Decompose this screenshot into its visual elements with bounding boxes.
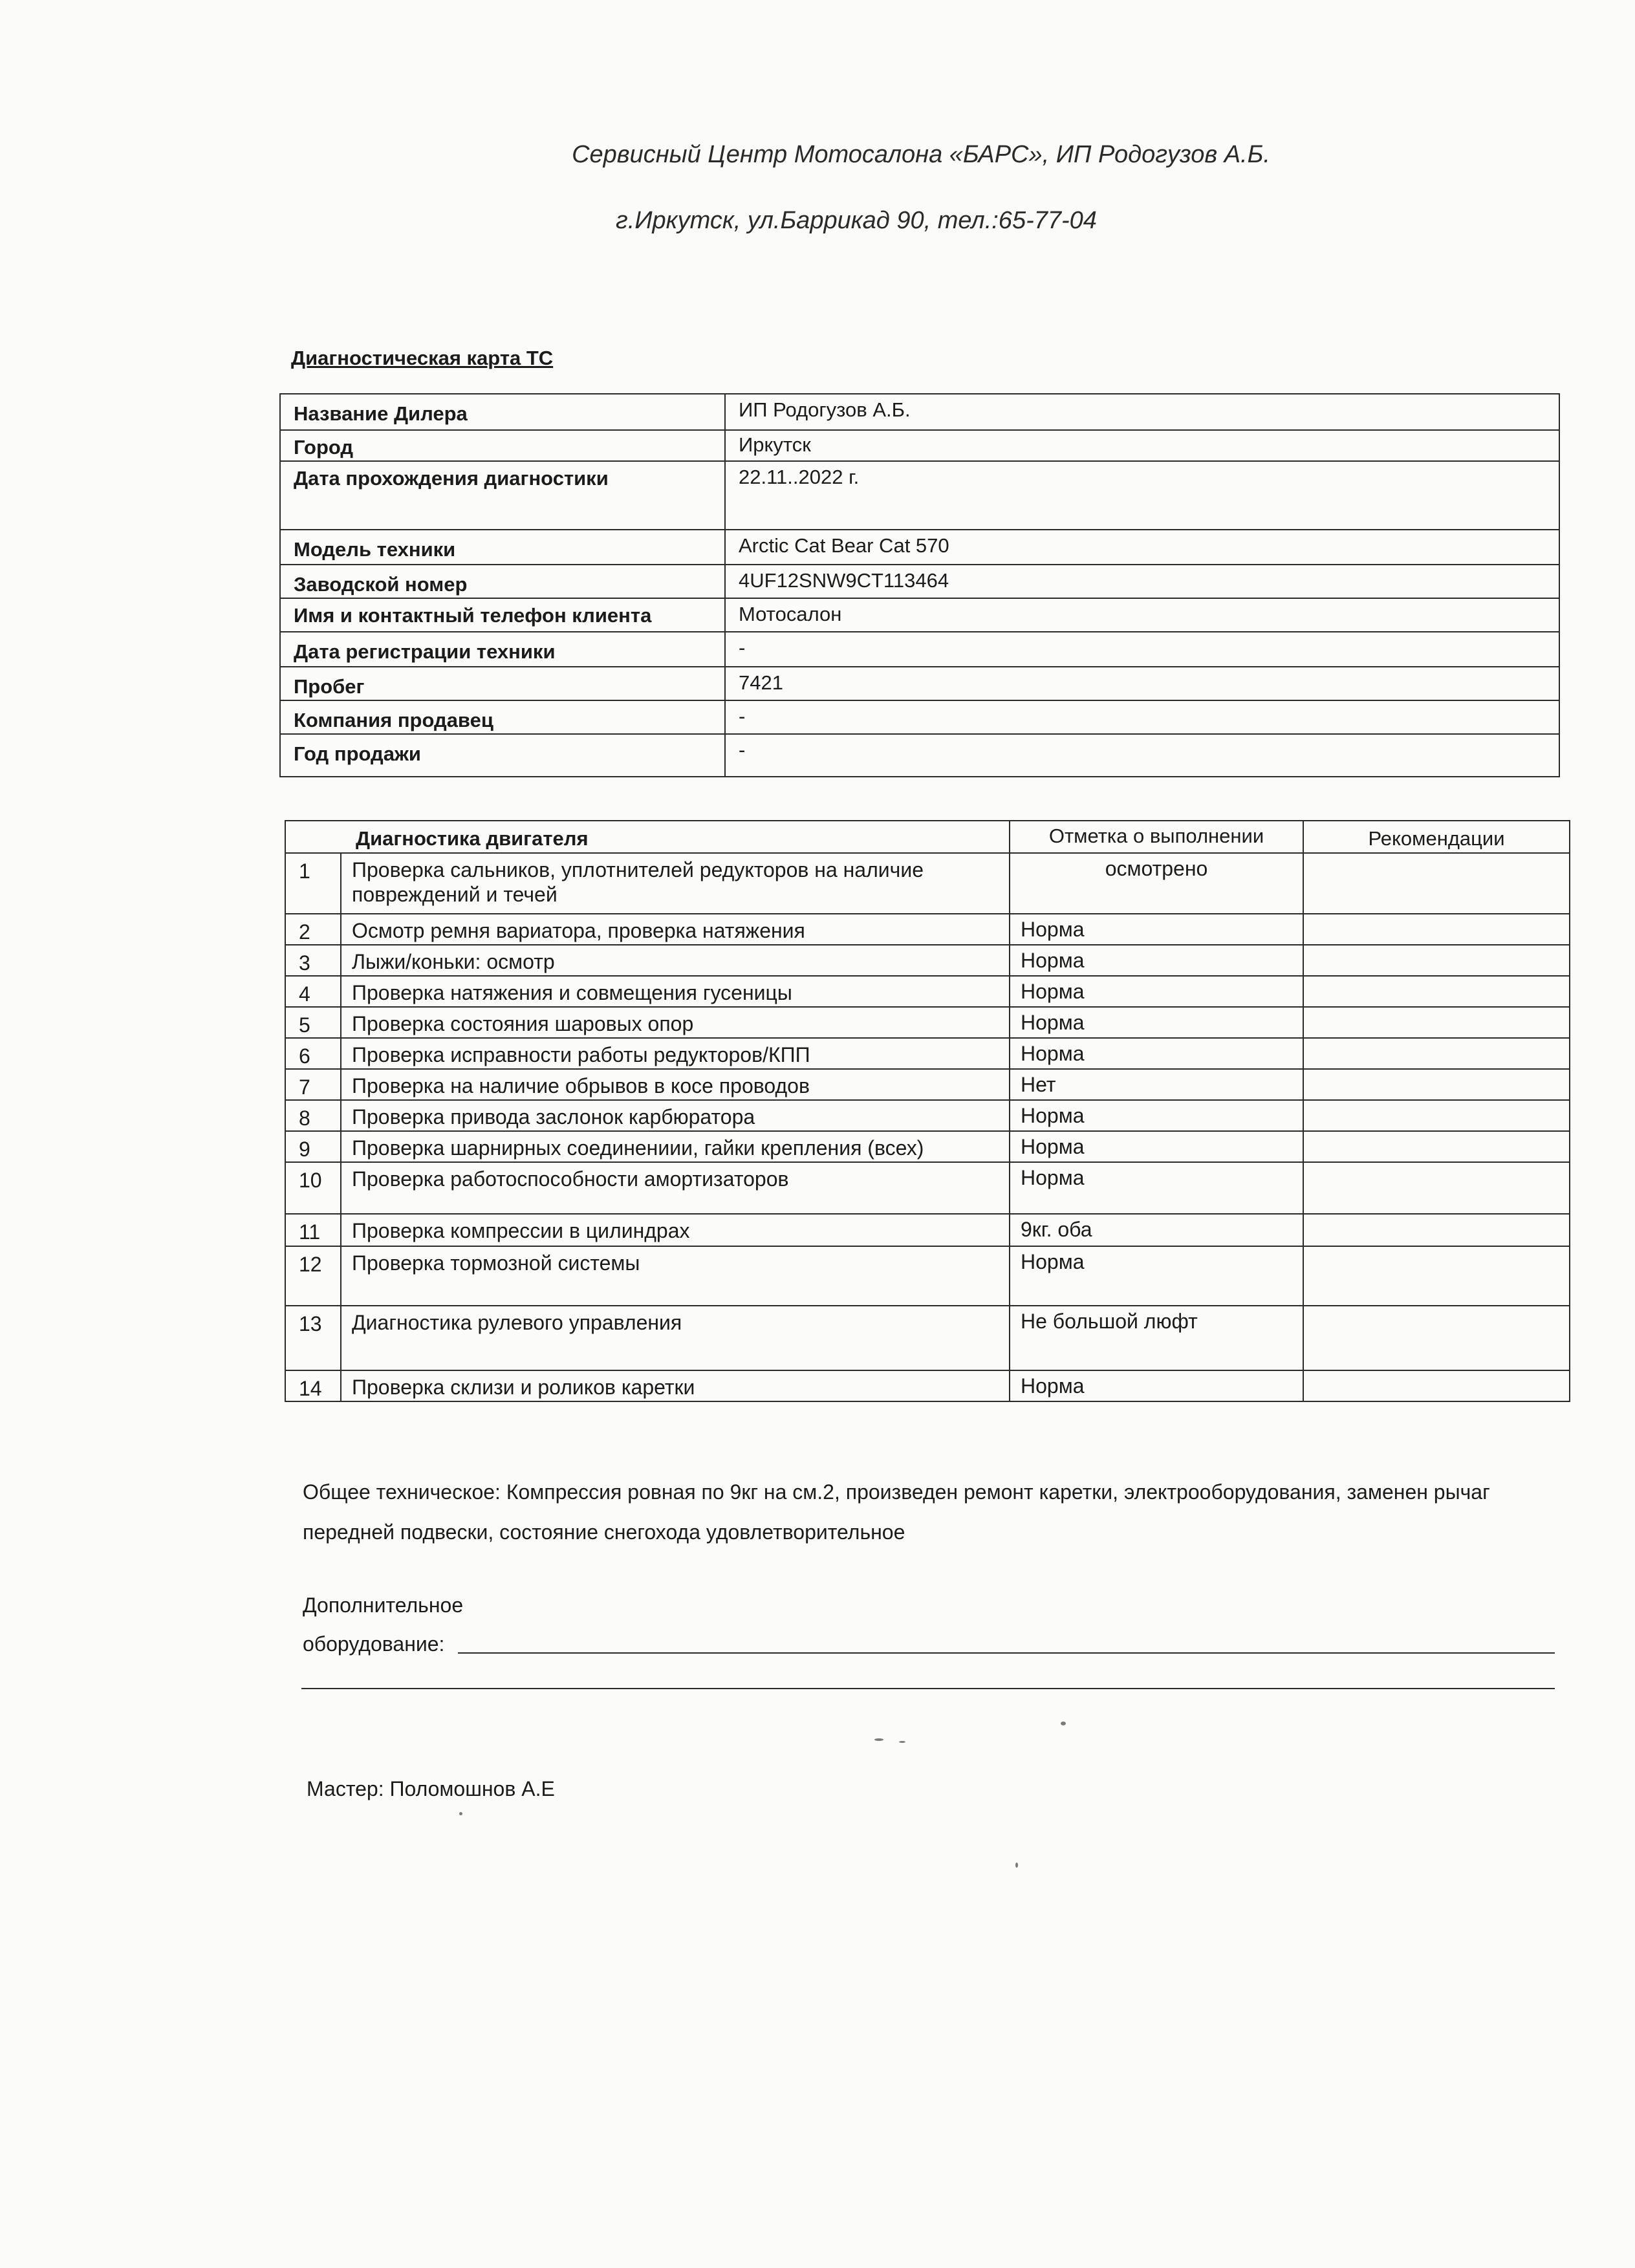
extra-equipment-label (303, 1586, 463, 1663)
info-label: Год продажи (280, 734, 725, 777)
diag-row-recommendation (1303, 976, 1570, 1007)
diag-header-recs: Рекомендации (1303, 821, 1570, 853)
diag-row-number: 1 (285, 853, 341, 914)
diag-row-task: Диагностика рулевого управления (341, 1306, 1010, 1370)
general-technical-summary: Общее техническое: Компрессия ровная по 9кг на см.2, произведен ремонт каретки, электрооборудования, заменен рычаг передней подвески, состояние снегохода удовлетворительное (303, 1480, 1490, 1544)
diag-row-task: Проверка компрессии в цилиндрах (341, 1214, 1010, 1246)
info-row-mileage (280, 667, 1559, 700)
diag-row-task: Осмотр ремня вариатора, проверка натяжения (341, 914, 1010, 945)
info-label: Дата регистрации техники (280, 632, 725, 667)
info-label: Название Дилера (280, 394, 725, 430)
diag-row-status: Нет (1010, 1069, 1303, 1100)
info-value: 4UF12SNW9CT113464 (725, 565, 1559, 598)
scan-speck (899, 1741, 905, 1743)
info-row-reg-date (280, 632, 1559, 667)
diag-row-number: 7 (285, 1069, 341, 1100)
extra-equipment-line-2 (301, 1688, 1555, 1689)
diag-row-status: Норма (1010, 1162, 1303, 1214)
diag-row-status: Норма (1010, 914, 1303, 945)
diag-row-status: Норма (1010, 1246, 1303, 1306)
diag-row-recommendation (1303, 1038, 1570, 1069)
extra-equipment-line-1 (458, 1652, 1555, 1654)
info-label: Дата прохождения диагностики (280, 461, 725, 530)
info-value: - (725, 632, 1559, 667)
info-label: Пробег (280, 667, 725, 700)
diag-row-recommendation (1303, 1306, 1570, 1370)
diag-row-number: 2 (285, 914, 341, 945)
diag-row (285, 1162, 1570, 1214)
diag-row-status: Норма (1010, 945, 1303, 976)
diag-row-task: Проверка работоспособности амортизаторов (341, 1162, 1010, 1214)
diag-row-status: Норма (1010, 1131, 1303, 1162)
diag-row (285, 1246, 1570, 1306)
diag-row (285, 1100, 1570, 1131)
diag-row-recommendation (1303, 1214, 1570, 1246)
diag-row-number: 5 (285, 1007, 341, 1038)
diag-row-number: 6 (285, 1038, 341, 1069)
diag-row (285, 1038, 1570, 1069)
info-value: - (725, 700, 1559, 734)
info-label: Заводской номер (280, 565, 725, 598)
diag-row (285, 976, 1570, 1007)
diag-row-task: Проверка на наличие обрывов в косе проводов (341, 1069, 1010, 1100)
scan-speck (1015, 1863, 1018, 1868)
diag-row-task: Проверка натяжения и совмещения гусеницы (341, 976, 1010, 1007)
diag-header-row (285, 821, 1570, 853)
diag-row-task: Проверка сальников, уплотнителей редукторов на наличие повреждений и течей (341, 853, 1010, 914)
diag-row-recommendation (1303, 1007, 1570, 1038)
diag-row-number: 10 (285, 1162, 341, 1214)
info-value: Иркутск (725, 430, 1559, 461)
info-row-serial (280, 565, 1559, 598)
info-row-sale-year (280, 734, 1559, 777)
info-row-diag-date (280, 461, 1559, 530)
diag-row-task: Проверка тормозной системы (341, 1246, 1010, 1306)
info-value: 7421 (725, 667, 1559, 700)
diag-row-status: Норма (1010, 1007, 1303, 1038)
diag-row-status: Норма (1010, 1038, 1303, 1069)
info-value: - (725, 734, 1559, 777)
diag-row-task: Проверка исправности работы редукторов/КПП (341, 1038, 1010, 1069)
diag-row (285, 1214, 1570, 1246)
diag-row-recommendation (1303, 1246, 1570, 1306)
diag-row-recommendation (1303, 1100, 1570, 1131)
diag-header-task: Диагностика двигателя (285, 821, 1010, 853)
diag-row-recommendation (1303, 914, 1570, 945)
diag-row-status: 9кг. оба (1010, 1214, 1303, 1246)
info-row-client (280, 598, 1559, 632)
diag-row-task: Проверка склизи и роликов каретки (341, 1370, 1010, 1401)
info-label: Имя и контактный телефон клиента (280, 598, 725, 632)
diag-row (285, 1069, 1570, 1100)
diag-row-recommendation (1303, 1162, 1570, 1214)
card-title: Диагностическая карта ТС (291, 347, 554, 369)
diag-row-number: 9 (285, 1131, 341, 1162)
diag-row-task: Проверка привода заслонок карбюратора (341, 1100, 1010, 1131)
engine-diagnostics-table (285, 820, 1570, 1402)
diag-row-number: 13 (285, 1306, 341, 1370)
service-center-address: г.Иркутск, ул.Баррикад 90, тел.:65-77-04 (616, 207, 1097, 234)
diag-row-recommendation (1303, 1370, 1570, 1401)
diag-row-status: Норма (1010, 976, 1303, 1007)
diag-row-recommendation (1303, 945, 1570, 976)
diag-row-number: 11 (285, 1214, 341, 1246)
diag-row-number: 12 (285, 1246, 341, 1306)
info-label: Город (280, 430, 725, 461)
diag-row (285, 853, 1570, 914)
master-signature-line: Мастер: Поломошнов А.Е (307, 1777, 555, 1800)
info-value: 22.11..2022 г. (725, 461, 1559, 530)
info-row-model (280, 530, 1559, 565)
diag-row-status: Не большой люфт (1010, 1306, 1303, 1370)
service-center-title: Сервисный Центр Мотосалона «БАРС», ИП Родогузов А.Б. (572, 141, 1270, 168)
diag-row-task: Проверка состояния шаровых опор (341, 1007, 1010, 1038)
info-value: ИП Родогузов А.Б. (725, 394, 1559, 430)
info-row-dealer (280, 394, 1559, 430)
diag-row (285, 1306, 1570, 1370)
diag-row-number: 3 (285, 945, 341, 976)
diag-row-status: Норма (1010, 1100, 1303, 1131)
diag-row (285, 1370, 1570, 1401)
extra-equipment-label-line1: Дополнительное (303, 1593, 464, 1617)
diag-row-task: Лыжи/коньки: осмотр (341, 945, 1010, 976)
diag-header-status: Отметка о выполнении (1010, 821, 1303, 853)
diag-row (285, 945, 1570, 976)
diag-row-recommendation (1303, 853, 1570, 914)
scan-speck (1061, 1722, 1066, 1725)
scan-speck (874, 1738, 883, 1741)
diag-row (285, 914, 1570, 945)
info-row-city (280, 430, 1559, 461)
extra-equipment-label-line2: оборудование: (303, 1632, 445, 1656)
info-value: Arctic Cat Bear Cat 570 (725, 530, 1559, 565)
vehicle-info-table (279, 393, 1560, 777)
info-label: Модель техники (280, 530, 725, 565)
diag-row-number: 8 (285, 1100, 341, 1131)
diag-row-task: Проверка шарнирных соединениии, гайки крепления (всех) (341, 1131, 1010, 1162)
diag-row (285, 1131, 1570, 1162)
diag-row-number: 4 (285, 976, 341, 1007)
diag-row-recommendation (1303, 1131, 1570, 1162)
diag-row-status: Норма (1010, 1370, 1303, 1401)
diag-row-status: осмотрено (1010, 853, 1303, 914)
diag-row-recommendation (1303, 1069, 1570, 1100)
diag-row-number: 14 (285, 1370, 341, 1401)
info-label: Компания продавец (280, 700, 725, 734)
info-row-seller (280, 700, 1559, 734)
diag-row (285, 1007, 1570, 1038)
info-value: Мотосалон (725, 598, 1559, 632)
scan-speck (459, 1812, 462, 1815)
